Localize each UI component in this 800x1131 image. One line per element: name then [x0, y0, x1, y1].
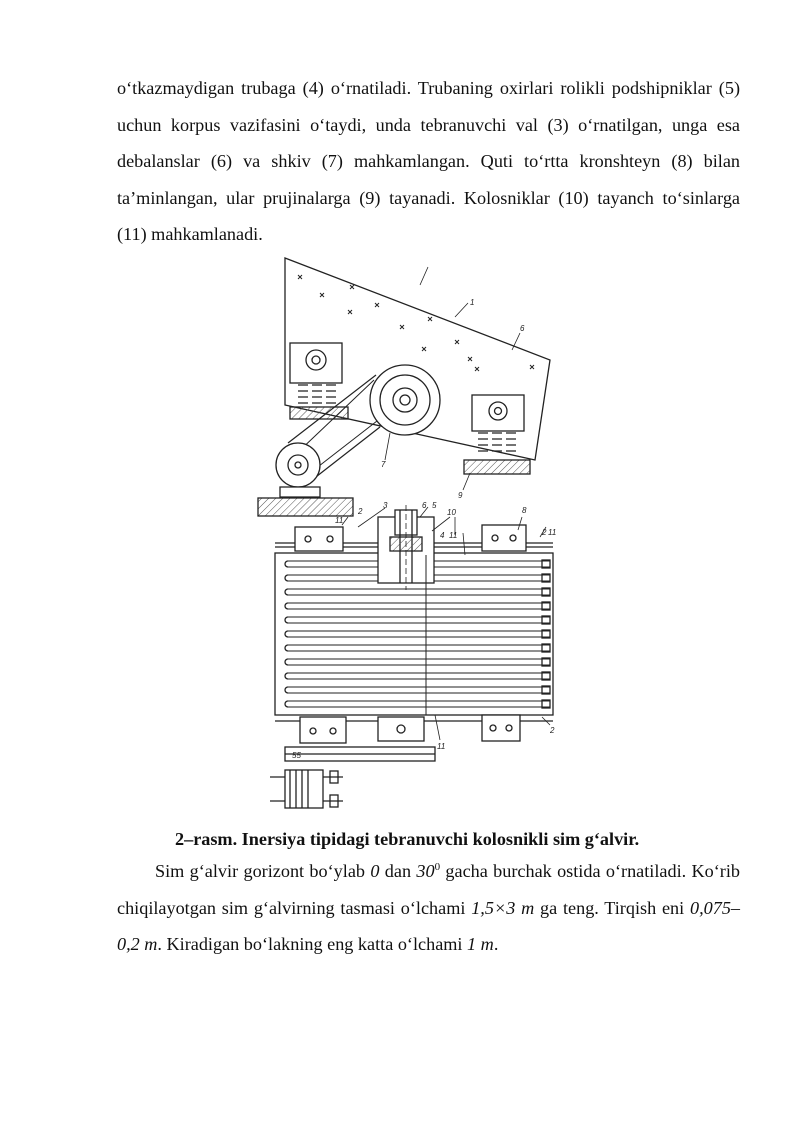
label-11-c: 11: [548, 528, 557, 537]
label-7: 7: [381, 460, 386, 469]
p2-angle-max: 30: [416, 861, 435, 881]
label-3: 3: [383, 501, 388, 510]
label-11-b: 11: [449, 531, 458, 540]
label-4: 4: [440, 531, 445, 540]
p2-slot-width: 0,075–0,2 m: [117, 897, 740, 954]
p2-degree: 0: [434, 860, 441, 873]
label-2-c: 2: [550, 726, 555, 735]
motor-plate-mark: 55: [292, 751, 301, 760]
p2-text-5: . Kiradigan bo‘lakning eng katta o‘lchami: [157, 934, 468, 954]
paragraph-2: [117, 853, 740, 963]
p2-angle-min: 0: [370, 861, 380, 881]
label-1: 1: [470, 298, 475, 307]
p2-max-lump: 1 m: [467, 934, 494, 954]
p2-text-1: Sim g‘alvir gorizont bo‘ylab: [155, 861, 371, 881]
bracket-bottom-left: [300, 717, 346, 743]
plan-view: [270, 505, 553, 808]
bracket-bottom-right: [482, 715, 520, 741]
label-6-b: 6: [422, 501, 427, 510]
side-view: [258, 258, 550, 516]
figure-caption: 2–rasm. Inersiya tipidagi tebranuvchi kolosnikli sim g‘alvir.: [175, 829, 640, 849]
p2-text-4: ga teng. Tirqish eni: [534, 897, 690, 918]
label-2-a: 2: [358, 507, 363, 516]
p2-text-3: gacha burchak ostida o‘rnatiladi. Ko‘rib chiqilayotgan sim g‘alvirning tasmasi o‘lchami: [117, 861, 741, 918]
label-2-b: 2: [542, 528, 547, 537]
technical-drawing: [250, 255, 560, 820]
label-6: 6: [520, 324, 525, 333]
label-8: 8: [522, 506, 527, 515]
motor: [285, 770, 323, 808]
label-11-d: 11: [437, 742, 446, 751]
screen-drawing-figure: [250, 255, 560, 820]
p2-text-2: dan: [379, 861, 417, 881]
label-9: 9: [458, 491, 463, 500]
motor-pulley: [276, 443, 320, 487]
bracket-top-left: [295, 527, 343, 551]
p2-belt-size: 1,5×3 m: [471, 897, 535, 918]
label-5: 5: [432, 501, 437, 510]
label-11-a: 11: [335, 516, 344, 525]
bracket-top-right: [482, 525, 526, 551]
p2-text-6: .: [493, 934, 499, 954]
paragraph-1: o‘tkazmaydigan trubaga (4) o‘rnatiladi. Trubaning oxirlari rolikli podshipniklar (5) uchun korpus vazifasini o‘taydi, unda tebranuvchi val (3) o‘rnatilgan, unga esa debalanslar (6) va shkiv (7) mahkamlangan. Quti to‘rtta kronshteyn (8) bilan ta’minlangan, ular prujinalarga (9) tayanadi. Kolosniklar (10) tayanch to‘sinlarga (11) mahkamlanadi.: [117, 78, 740, 244]
label-10: 10: [447, 508, 456, 517]
